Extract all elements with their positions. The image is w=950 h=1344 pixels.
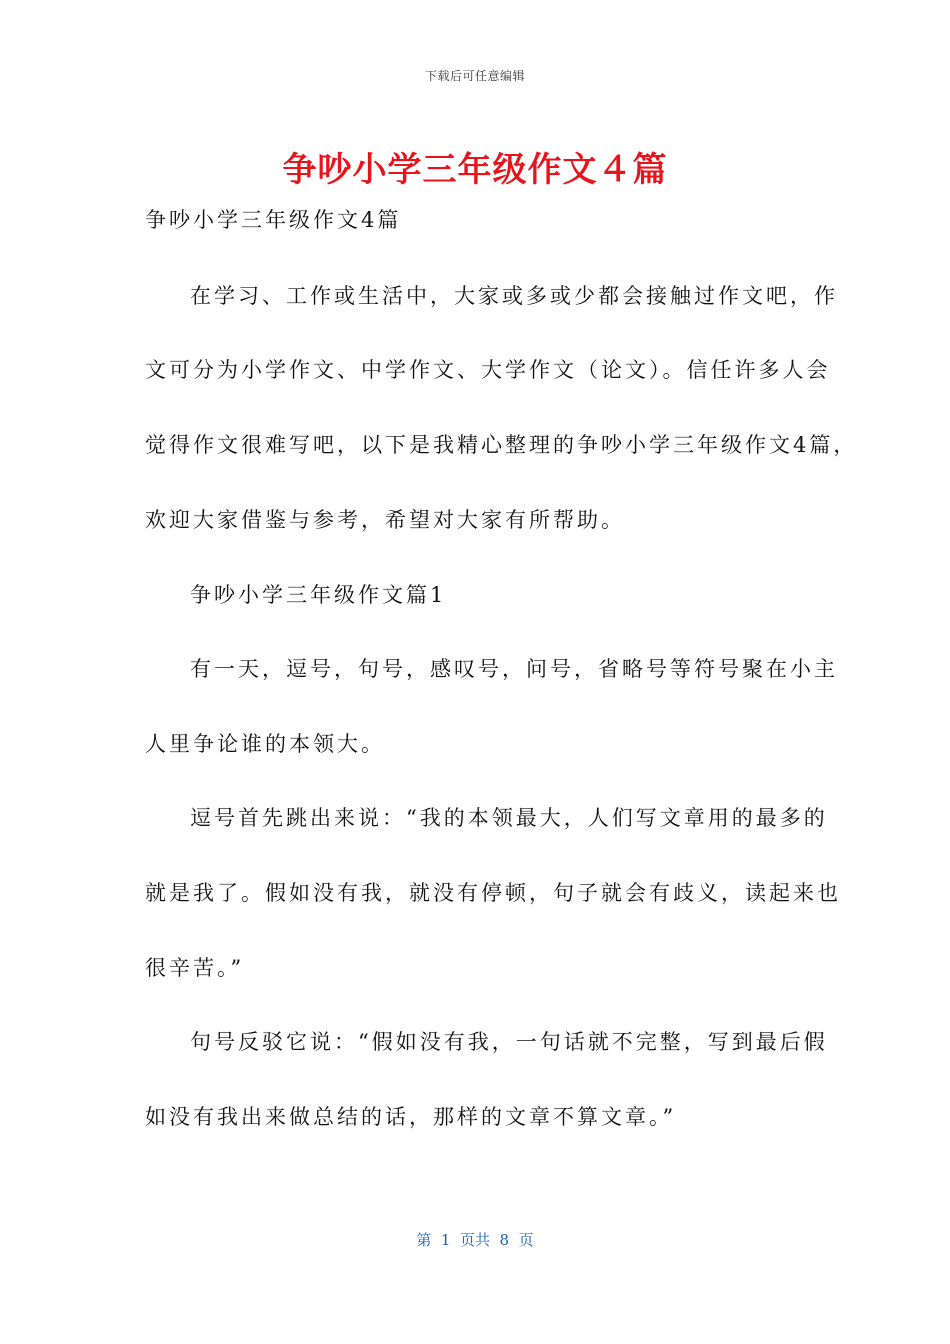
paragraph-line: 有一天，逗号，句号，感叹号，问号，省略号等符号聚在小主 — [190, 657, 838, 681]
paragraph-line: 逗号首先跳出来说：“我的本领最大，人们写文章用的最多的 — [190, 806, 828, 830]
paragraph-line: 文可分为小学作文、中学作文、大学作文（论文）。信任许多人会 — [145, 358, 831, 382]
page-footer: 第 1 页共 8 页 — [416, 1231, 534, 1249]
paragraph-line: 在学习、工作或生活中，大家或多或少都会接触过作文吧，作 — [190, 284, 838, 308]
paragraph-line: 就是我了。假如没有我，就没有停顿，句子就会有歧义，读起来也 — [145, 881, 841, 905]
section-heading: 争吵小学三年级作文篇1 — [190, 583, 447, 607]
document-title: 争吵小学三年级作文４篇 — [282, 150, 668, 190]
paragraph-line: 句号反驳它说：“假如没有我，一句话就不完整，写到最后假 — [190, 1030, 828, 1054]
paragraph-line: 欢迎大家借鉴与参考，希望对大家有所帮助。 — [145, 508, 625, 532]
paragraph-line: 如没有我出来做总结的话，那样的文章不算文章。” — [145, 1105, 677, 1129]
subtitle-line: 争吵小学三年级作文4篇 — [145, 208, 402, 232]
paragraph-line: 觉得作文很难写吧，以下是我精心整理的争吵小学三年级作文4篇， — [145, 433, 858, 457]
header-note: 下载后可任意编辑 — [424, 69, 525, 83]
paragraph-line: 很辛苦。” — [145, 956, 245, 980]
paragraph-line: 人里争论谁的本领大。 — [145, 732, 385, 756]
